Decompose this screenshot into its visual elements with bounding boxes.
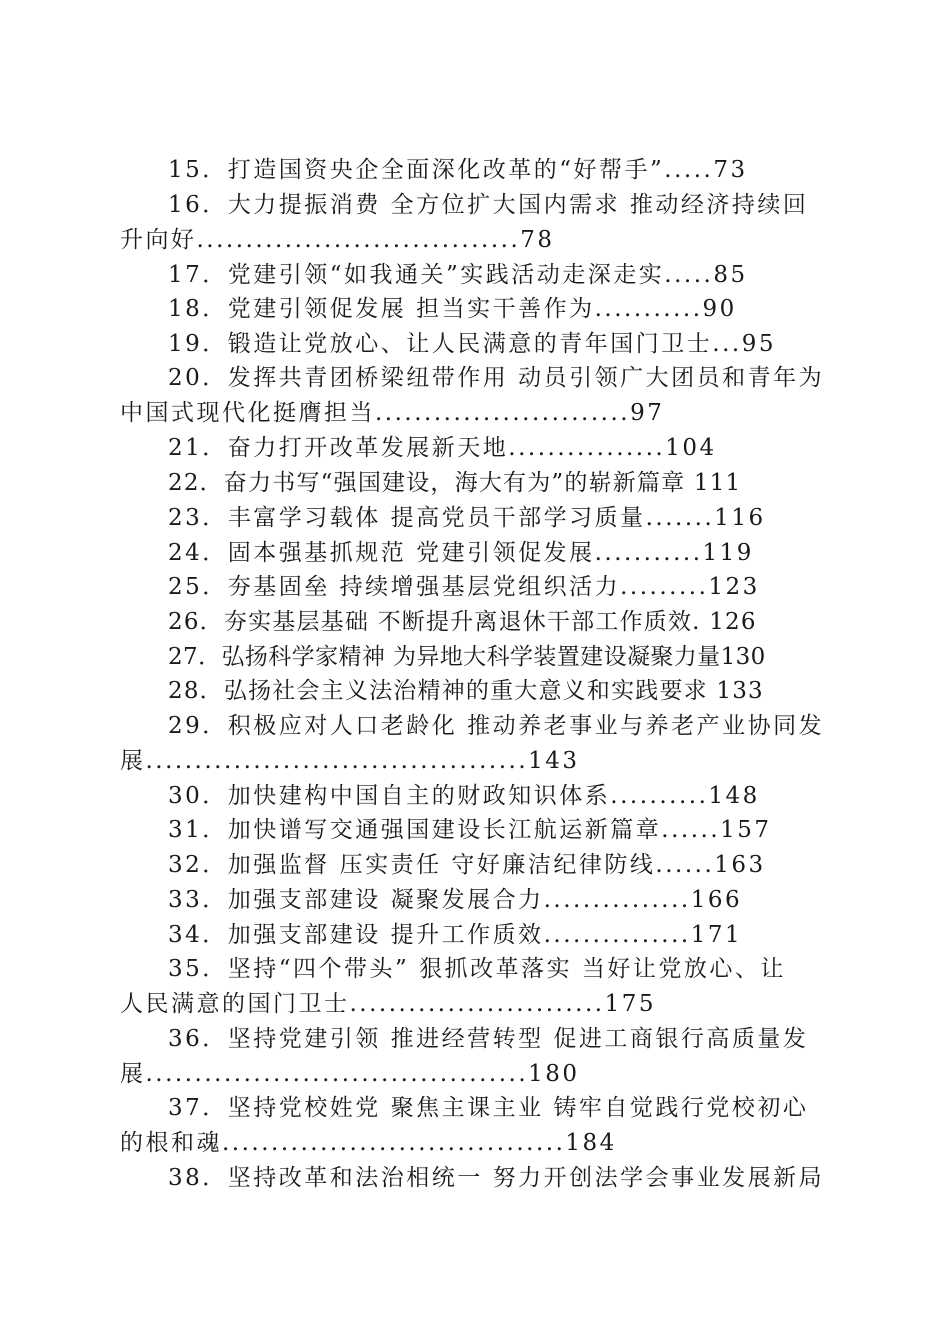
toc-entry-26: 26．夯实基层基础 不断提升离退休干部工作质效. 126 [168, 609, 757, 635]
toc-entry-27: 27．弘扬科学家精神 为异地大科学装置建设凝聚力量130 [168, 644, 766, 670]
toc-entry-25: 25．夯基固垒 持续增强基层党组织活力.........123 [168, 574, 760, 600]
toc-entry-35-cont: 人民满意的国门卫士..........................175 [120, 991, 656, 1017]
toc-entry-37: 37．坚持党校姓党 聚焦主课主业 铸牢自觉践行党校初心 [168, 1095, 809, 1121]
toc-entry-32: 32．加强监督 压实责任 守好廉洁纪律防线......163 [168, 852, 766, 878]
toc-entry-17: 17．党建引领“如我通关”实践活动走深走实.....85 [168, 262, 748, 288]
toc-entry-23: 23．丰富学习载体 提高党员干部学习质量.......116 [168, 505, 766, 531]
toc-entry-28: 28．弘扬社会主义法治精神的重大意义和实践要求 133 [168, 678, 764, 704]
toc-entry-30: 30．加快建构中国自主的财政知识体系..........148 [168, 783, 760, 809]
toc-entry-29: 29．积极应对人口老龄化 推动养老事业与养老产业协同发 [168, 713, 824, 739]
toc-entry-16: 16．大力提振消费 全方位扩大国内需求 推动经济持续回 [168, 192, 809, 218]
toc-entry-19: 19．锻造让党放心、让人民满意的青年国门卫士...95 [168, 331, 776, 357]
toc-entry-36: 36．坚持党建引领 推进经营转型 促进工商银行高质量发 [168, 1026, 809, 1052]
toc-entry-38: 38．坚持改革和法治相统一 努力开创法学会事业发展新局 [168, 1165, 824, 1191]
toc-entry-31: 31．加快谱写交通强国建设长江航运新篇章......157 [168, 817, 772, 843]
toc-entry-29-cont: 展.......................................143 [120, 748, 580, 774]
toc-entry-35: 35．坚持“四个带头” 狠抓改革落实 当好让党放心、让 [168, 956, 786, 982]
toc-entry-15: 15．打造国资央企全面深化改革的“好帮手”.....73 [168, 157, 748, 183]
toc-entry-16-cont: 升向好.................................78 [120, 227, 555, 253]
toc-entry-20: 20．发挥共青团桥梁纽带作用 动员引领广大团员和青年为 [168, 365, 824, 391]
toc-entry-36-cont: 展.......................................180 [120, 1061, 580, 1087]
toc-entry-22: 22．奋力书写“强国建设，海大有为”的崭新篇章 111 [168, 470, 742, 496]
toc-entry-34: 34．加强支部建设 提升工作质效...............171 [168, 922, 743, 948]
toc-entry-37-cont: 的根和魂...................................184 [120, 1130, 617, 1156]
toc-entry-21: 21．奋力打开改革发展新天地................104 [168, 435, 717, 461]
toc-entry-24: 24．固本强基抓规范 党建引领促发展...........119 [168, 540, 754, 566]
toc-entry-18: 18．党建引领促发展 担当实干善作为...........90 [168, 296, 737, 322]
toc-entry-20-cont: 中国式现代化挺膺担当..........................97 [120, 400, 665, 426]
toc-entry-33: 33．加强支部建设 凝聚发展合力...............166 [168, 887, 743, 913]
